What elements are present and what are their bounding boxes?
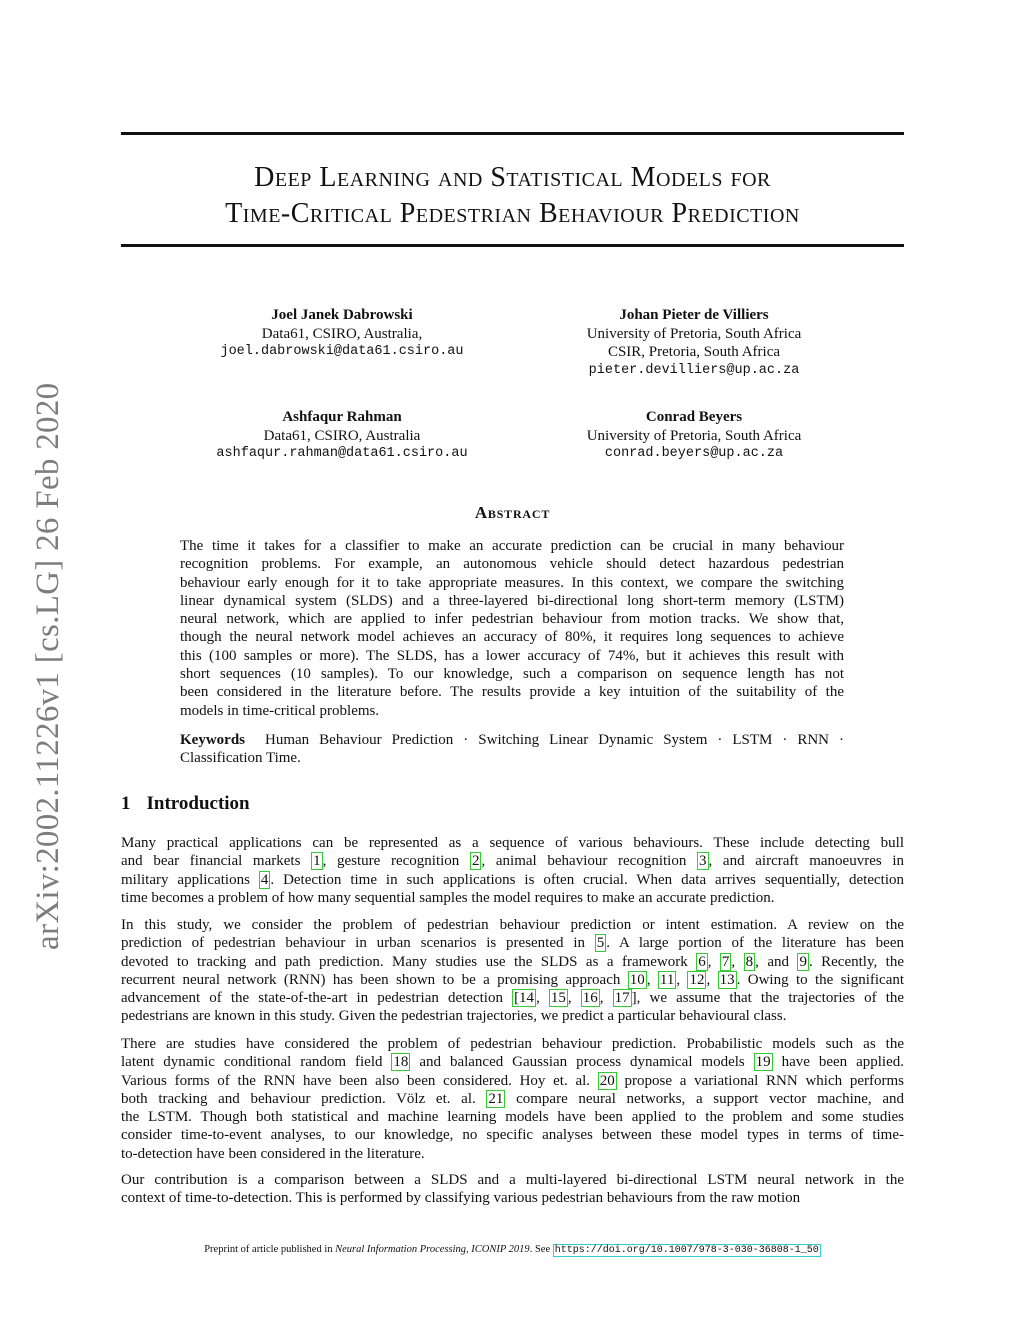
citation-link[interactable]: 13 xyxy=(719,971,735,988)
citation-link[interactable]: [14 xyxy=(514,990,535,1007)
paragraph xyxy=(121,1171,904,1208)
paper-title xyxy=(121,160,904,232)
abstract-line: recognition problems. For example, an autonomous vehicle should detect hazardous pedestrian xyxy=(180,556,844,573)
abstract-line: behaviour early enough for it to take appropriate measures. In this context, we compare the switching xyxy=(180,574,844,591)
citation-link[interactable]: 12 xyxy=(689,971,705,988)
abstract-line: though the neural network model achieves an accuracy of 80%, it requires long sequences to achieve xyxy=(180,629,844,646)
paragraph xyxy=(121,834,904,907)
section-title: Introduction xyxy=(146,793,250,814)
paragraph-line: advancement of the state-of-the-art in pedestrian detection [14 , 15 , 16 , 17 ], we assume that the trajectories of the xyxy=(121,990,905,1007)
footer-prefix: Preprint of article published in xyxy=(204,1244,333,1255)
author-affiliation: Data61, CSIRO, Australia, xyxy=(261,325,423,342)
paragraph-line: Our contribution is a comparison between a SLDS and a multi-layered bi-directional LSTM neural network in the xyxy=(121,1172,904,1188)
author-block-1 xyxy=(142,306,542,362)
citation-link[interactable]: 16 xyxy=(582,990,598,1007)
keywords-list: Human Behaviour Prediction · Switching Linear Dynamic System · LSTM · RNN · xyxy=(265,732,845,748)
author-name: Johan Pieter de Villiers xyxy=(619,307,769,323)
author-name: Ashfaqur Rahman xyxy=(282,409,402,425)
citation-link[interactable]: 3 xyxy=(699,853,707,870)
paragraph-line: Various forms of the RNN have been also been considered. Hoy et. al. 20 propose a variational RNN which performs xyxy=(121,1072,904,1089)
paragraph-line: consider time-to-event analyses, to our knowledge, no specific analyses between these model types in terms of time- xyxy=(121,1127,904,1144)
abstract-line: linear dynamical system (SLDS) and a three-layered bi-directional long short-term memory (LSTM) xyxy=(180,592,844,609)
title-line-1: Deep Learning and Statistical Models for xyxy=(254,162,771,193)
keywords xyxy=(180,731,844,768)
author-affiliation: CSIR, Pretoria, South Africa xyxy=(607,344,781,360)
paragraph xyxy=(121,1035,904,1163)
citation-link[interactable]: 7 xyxy=(721,953,730,970)
abstract-line: neural network, which are applied to infer pedestrian behaviour from motion tracks. We show that, xyxy=(180,611,844,628)
author-block-4 xyxy=(494,408,894,464)
author-email[interactable]: ashfaqur.rahman@data61.csiro.au xyxy=(216,446,468,461)
top-title-rule xyxy=(121,132,904,135)
abstract-line: models in time-critical problems. xyxy=(180,702,380,719)
paragraph-line: latent dynamic conditional random field 18 and balanced Gaussian process dynamical models 19 have been applied. xyxy=(121,1054,904,1071)
paragraph-line: the LSTM. Though both statistical and machine learning models have been applied to the problem and some studies xyxy=(121,1109,904,1126)
citation-link[interactable]: 11 xyxy=(659,971,675,988)
citation-link[interactable]: 4 xyxy=(260,871,269,888)
abstract-line: The time it takes for a classifier to make an accurate prediction can be crucial in many behaviour xyxy=(180,538,844,554)
author-block-3 xyxy=(142,408,542,464)
citation-link[interactable]: 20 xyxy=(599,1072,615,1089)
paragraph-line: Many practical applications can be represented as a sequence of various behaviours. These include detecting bull xyxy=(121,835,904,851)
author-name: Conrad Beyers xyxy=(645,409,743,425)
keywords-list-cont: Classification Time. xyxy=(180,750,301,767)
arxiv-side-stamp: arXiv:2002.11226v1 [cs.LG] 26 Feb 2020 xyxy=(30,382,66,950)
author-name: Joel Janek Dabrowski xyxy=(271,307,413,323)
paragraph-line: pedestrians are known in this study. Given the pedestrian trajectories, we predict a particular behavioural class. xyxy=(121,1008,787,1025)
section-number: 1 xyxy=(121,793,131,814)
citation-link[interactable]: 10 xyxy=(629,971,645,988)
citation-link[interactable]: 2 xyxy=(471,853,480,870)
footer-journal: Neural Information Processing, ICONIP 2019 xyxy=(335,1244,530,1255)
abstract-line: been considered in the literature before. The results provide a key intuition of the suitability of the xyxy=(180,684,844,701)
paragraph-line: to-detection have been considered in the literature. xyxy=(121,1145,425,1162)
abstract-heading: Abstract xyxy=(474,503,551,522)
paragraph-line: recurrent neural network (RNN) has been shown to be a promising approach 10 , 11 , 12 , 13 . Owing to the significant xyxy=(121,971,905,988)
bottom-title-rule xyxy=(121,244,904,247)
paragraph-line: and bear financial markets 1 , gesture recognition 2 , animal behaviour recognition 3 , and aircraft manoeuvres in xyxy=(121,853,905,870)
paragraph-line: context of time-to-detection. This is performed by classifying various pedestrian behaviours from the raw motion xyxy=(121,1190,801,1207)
citation-link[interactable]: 21 xyxy=(488,1090,504,1107)
doi-link[interactable]: https://doi.org/10.1007/978-3-030-36808-1_50 xyxy=(554,1245,819,1256)
citation-link[interactable]: 8 xyxy=(745,953,754,970)
footer-note xyxy=(121,1244,904,1256)
abstract-line: short sequences (10 samples). To our knowledge, such a comparison on sequence length has not xyxy=(180,666,844,683)
paragraph-line: time becomes a problem of how many sequential samples the model requires to make an accurate prediction. xyxy=(121,889,775,906)
author-email[interactable]: joel.dabrowski@data61.csiro.au xyxy=(220,344,464,359)
citation-link[interactable]: 9 xyxy=(799,953,807,970)
paragraph-line: prediction of pedestrian behaviour in urban scenarios is presented in 5 . A large portion of the literature has been xyxy=(121,935,904,952)
keywords-label: Keywords xyxy=(180,732,245,748)
paragraph xyxy=(121,916,904,1026)
citation-link[interactable]: 18 xyxy=(393,1054,409,1071)
footer-suffix: . See xyxy=(529,1244,551,1255)
citation-link[interactable]: 17 xyxy=(614,990,630,1007)
section-heading xyxy=(121,793,250,815)
author-block-2 xyxy=(494,306,894,380)
paragraph-line: both tracking and behaviour prediction. Völz et. al. 21 compare neural networks, a support vector machine, and xyxy=(121,1090,904,1107)
author-affiliation: University of Pretoria, South Africa xyxy=(586,325,802,342)
paragraph-line: military applications 4 . Detection time in such applications is often crucial. When data arrives sequentially, detection xyxy=(121,871,904,888)
abstract-line: this (100 samples or more). The SLDS, has a lower accuracy of 74%, but it achieves this result with xyxy=(180,647,844,664)
citation-link[interactable]: 6 xyxy=(698,953,706,970)
citation-link[interactable]: 5 xyxy=(596,935,605,952)
paragraph-line: There are studies have considered the problem of pedestrian behaviour prediction. Probabilistic models such as the xyxy=(121,1036,904,1052)
citation-link[interactable]: 19 xyxy=(755,1054,771,1071)
author-affiliation: Data61, CSIRO, Australia xyxy=(263,427,421,444)
abstract-body xyxy=(180,537,844,720)
citation-link[interactable]: 1 xyxy=(313,853,321,870)
author-affiliation: University of Pretoria, South Africa xyxy=(586,427,802,444)
citation-link[interactable]: 15 xyxy=(550,990,566,1007)
paragraph-line: devoted to tracking and path prediction. Many studies use the SLDS as a framework 6 , 7 , 8 , and 9 . Recently, the xyxy=(121,953,904,970)
paragraph-line: In this study, we consider the problem of pedestrian behaviour prediction or intent estimation. A review on the xyxy=(121,917,904,933)
author-email[interactable]: conrad.beyers@up.ac.za xyxy=(604,446,784,461)
author-email[interactable]: pieter.devilliers@up.ac.za xyxy=(588,362,800,378)
title-line-2: Time-Critical Pedestrian Behaviour Prediction xyxy=(225,198,800,229)
